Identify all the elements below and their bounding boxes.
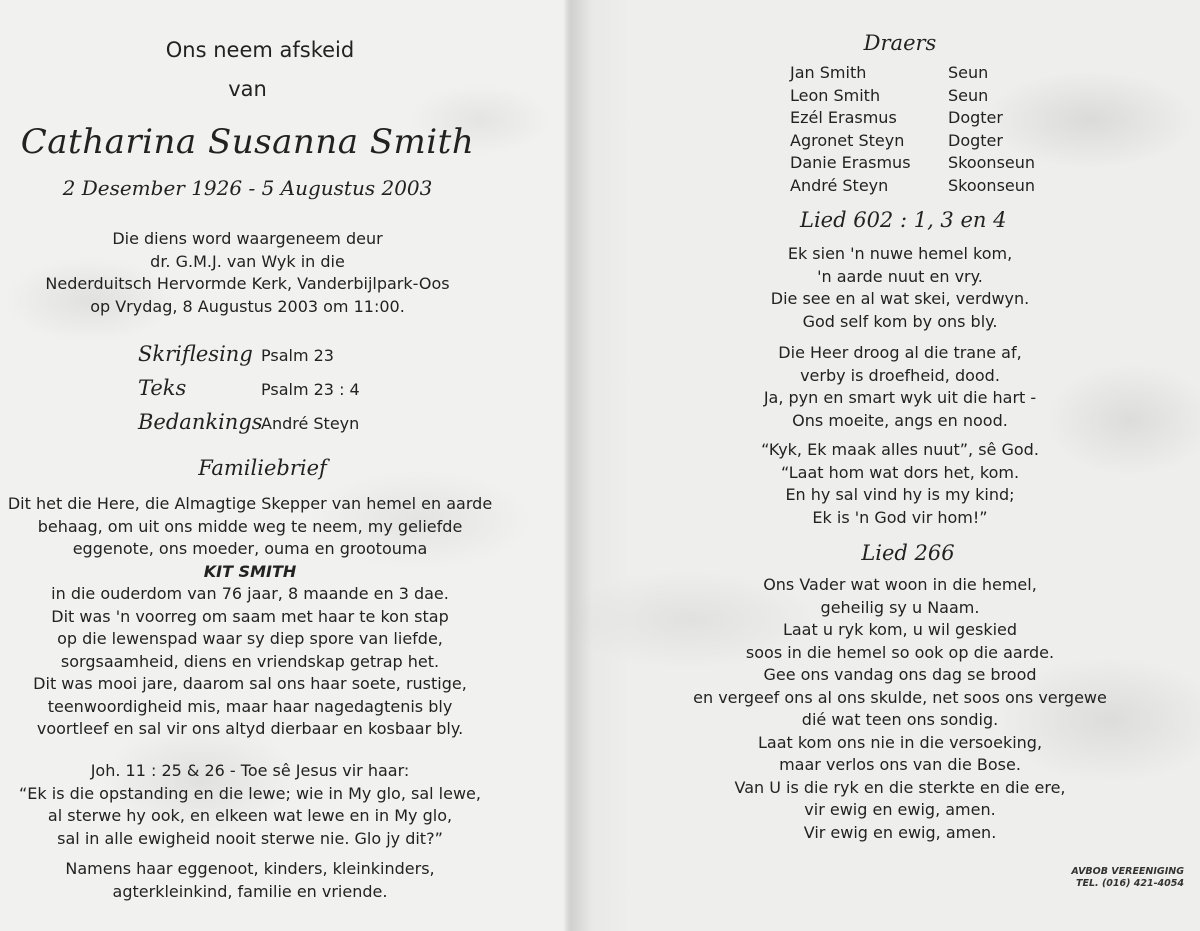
footer-phone: TEL. (016) 421-4054	[1076, 878, 1184, 889]
scripture-line: al sterwe hy ook, en elkeen wat lewe en in My glo,	[47, 806, 453, 825]
hymn-266-heading: Lied 266	[861, 541, 955, 565]
order-value-thanks: André Steyn	[261, 414, 360, 433]
bearer-relation: Seun	[948, 85, 989, 105]
bearer-name: Danie Erasmus	[790, 153, 911, 172]
closing-signature	[0, 858, 500, 903]
hymn-line: 'n aarde nuut en vry.	[817, 266, 983, 286]
intro-line-1: Ons neem afskeid	[165, 38, 355, 62]
hymn-line: Vir ewig en ewig, amen.	[803, 822, 997, 842]
hymn-line: maar verlos ons van die Bose.	[779, 755, 1021, 774]
hymn-line: soos in die hemel so ook op die aarde.	[745, 642, 1055, 662]
hymn-line: Ek sien 'n nuwe hemel kom,	[787, 244, 1013, 263]
hymn-602-heading: Lied 602 : 1, 3 en 4	[800, 208, 1007, 232]
hymn-line: dié wat teen ons sondig.	[801, 710, 999, 729]
letter-line: in die ouderdom van 76 jaar, 8 maande en 3 dae.	[51, 584, 449, 603]
closing-line: Namens haar eggenoot, kinders, kleinkinders,	[65, 859, 435, 878]
hymn-line: verby is droefheid, dood.	[800, 365, 1000, 385]
hymn-line: Laat u ryk kom, u wil geskied	[782, 620, 1018, 639]
service-line: Nederduitsch Hervormde Kerk, Vanderbijlpark-Oos	[45, 274, 450, 293]
hymn-line: God self kom by ons bly.	[802, 311, 998, 331]
hymn-line: Die Heer droog al die trane af,	[778, 343, 1022, 362]
hymn-line: Ons moeite, angs en nood.	[792, 410, 1008, 430]
order-value-scripture-reading: Psalm 23	[261, 346, 334, 365]
bearer-relation: Skoonseun	[948, 153, 1036, 172]
bearer-relation: Skoonseun	[948, 175, 1036, 195]
closing-line: agterkleinkind, familie en vriende.	[112, 881, 388, 901]
hymn-line: “Laat hom wat dors het, kom.	[780, 462, 1020, 482]
hymn-line: en vergeef ons al ons skulde, net soos ons vergewe	[693, 687, 1107, 707]
footer-company: AVBOB VEREENIGING	[1071, 866, 1184, 877]
bearer-relation: Dogter	[948, 108, 1003, 127]
hymn-602-verse-3	[700, 439, 1100, 529]
deceased-name: Catharina Susanna Smith	[20, 122, 475, 162]
nickname: KIT SMITH	[203, 561, 297, 581]
letter-line: teenwoordigheid mis, maar haar nagedagtenis bly	[47, 696, 453, 716]
hymn-line: Gee ons vandag ons dag se brood	[763, 665, 1037, 684]
scripture-quote	[0, 760, 500, 850]
hymn-line: Ja, pyn en smart wyk uit die hart -	[763, 388, 1037, 407]
scripture-line: sal in alle ewigheid nooit sterwe nie. Glo jy dit?”	[57, 828, 443, 848]
intro-line-2: van	[228, 77, 267, 101]
order-label-text: Teks	[138, 376, 187, 400]
letter-line: sorgsaamheid, diens en vriendskap getrap het.	[60, 651, 440, 671]
hymn-602-verse-2	[700, 342, 1100, 432]
bearer-name: Leon Smith	[790, 85, 881, 105]
bearer-name: Jan Smith	[790, 63, 867, 82]
hymn-602-verse-1	[700, 243, 1100, 333]
hymn-line: vir ewig en ewig, amen.	[804, 800, 996, 819]
letter-line: eggenote, ons moeder, ouma en grootouma	[72, 539, 428, 558]
order-label-scripture-reading: Skriflesing	[138, 342, 253, 366]
letter-line: Dit het die Here, die Almagtige Skepper van hemel en aarde	[7, 494, 493, 513]
hymn-line: “Kyk, Ek maak alles nuut”, sê God.	[761, 440, 1039, 459]
hymn-line: En hy sal vind hy is my kind;	[785, 485, 1015, 504]
hymn-line: Die see en al wat skei, verdwyn.	[770, 289, 1030, 308]
bearer-name: Agronet Steyn	[790, 130, 905, 150]
letter-line: behaag, om uit ons midde weg te neem, my geliefde	[37, 516, 463, 536]
letter-line: Dit was mooi jare, daarom sal ons haar soete, rustige,	[33, 674, 467, 693]
family-letter-heading: Familiebrief	[198, 456, 327, 480]
funeral-home-footer	[1071, 866, 1184, 890]
hymn-line: Ons Vader wat woon in die hemel,	[763, 575, 1037, 594]
service-details	[0, 228, 495, 318]
letter-line: voortleef en sal vir ons altyd dierbaar en kosbaar bly.	[36, 719, 464, 738]
bearer-relation: Seun	[948, 63, 989, 82]
bearer-name: Ezél Erasmus	[790, 108, 897, 127]
hymn-line: Ek is 'n God vir hom!”	[812, 507, 988, 527]
family-letter-body	[0, 493, 500, 741]
letter-line: op die lewenspad waar sy diep spore van liefde,	[57, 629, 443, 648]
service-line: dr. G.M.J. van Wyk in die	[150, 251, 345, 271]
hymn-line: geheilig sy u Naam.	[820, 597, 980, 617]
hymn-266-text	[670, 574, 1130, 844]
bearers-heading: Draers	[863, 31, 937, 55]
left-page	[0, 0, 570, 931]
scripture-line: “Ek is die opstanding en die lewe; wie in My glo, sal lewe,	[19, 783, 481, 803]
letter-line: Dit was 'n voorreg om saam met haar te kon stap	[51, 606, 449, 626]
life-dates: 2 Desember 1926 - 5 Augustus 2003	[62, 176, 433, 200]
service-line: Die diens word waargeneem deur	[112, 229, 383, 248]
hymn-line: Laat kom ons nie in die versoeking,	[757, 732, 1043, 752]
order-value-text: Psalm 23 : 4	[261, 380, 360, 399]
order-label-thanks: Bedankings	[138, 410, 263, 434]
service-line: op Vrydag, 8 Augustus 2003 om 11:00.	[90, 296, 405, 316]
bearer-relation: Dogter	[948, 130, 1003, 150]
scripture-line: Joh. 11 : 25 & 26 - Toe sê Jesus vir haar:	[90, 761, 410, 780]
hymn-line: Van U is die ryk en die sterkte en die ere,	[734, 777, 1066, 797]
bearer-name: André Steyn	[790, 175, 889, 195]
